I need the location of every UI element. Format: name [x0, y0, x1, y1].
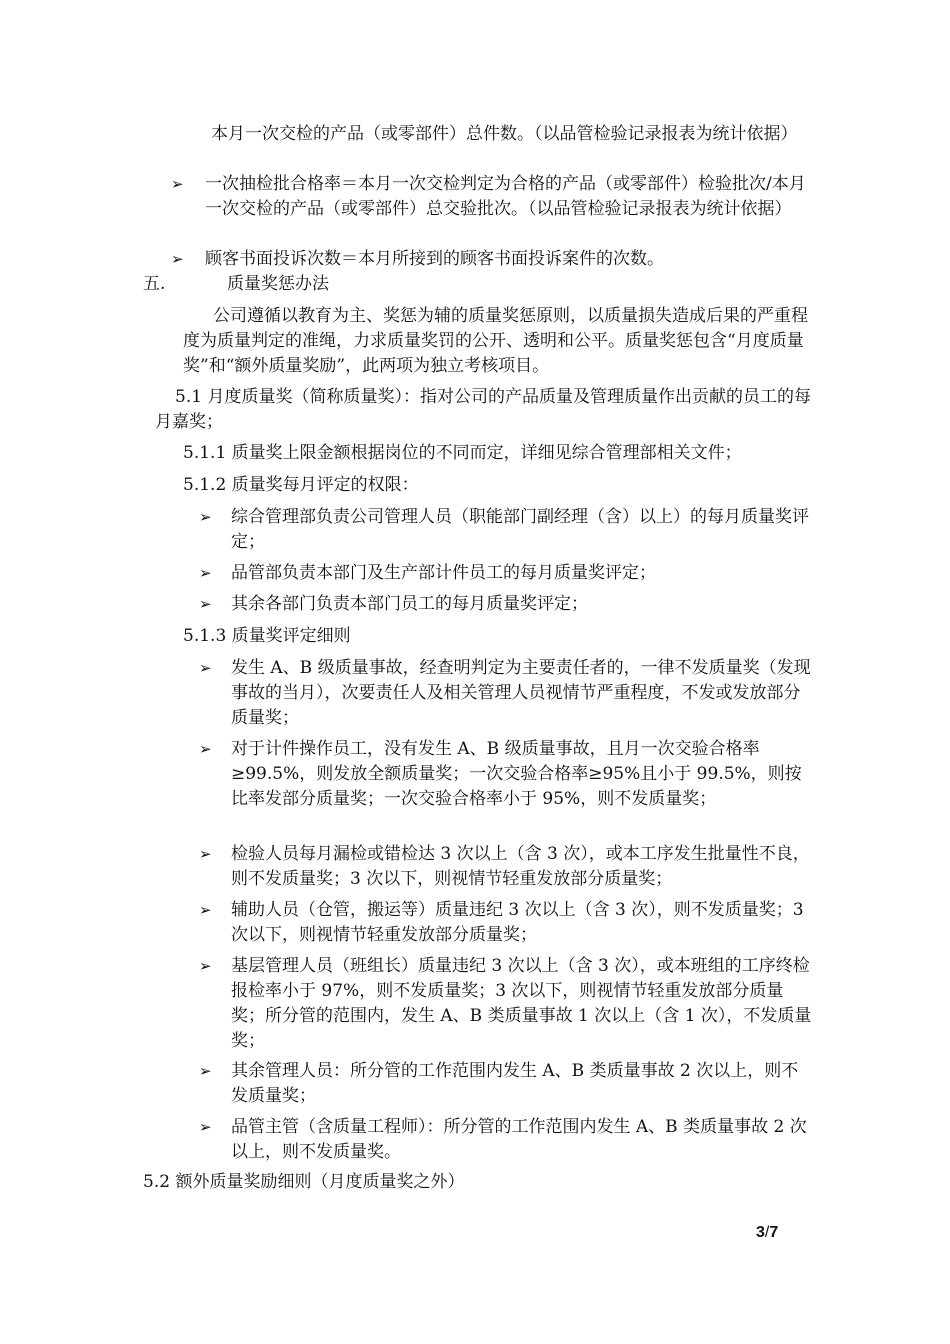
section-intro: 公司遵循以教育为主、奖惩为辅的质量奖惩原则，以质量损失造成后果的严重程度为质量判定的准绳，力求质量奖罚的公开、透明和公平。质量奖惩包含“月度质量奖”和“额外质量奖励”，此两项为独立考核项目。	[183, 306, 808, 376]
bullet-item	[171, 172, 811, 222]
bullet-arrow-icon: ➢	[171, 250, 184, 268]
subsection-5-1: 5.1 月度质量奖（简称质量奖）：指对公司的产品质量及管理质量作出贡献的员工的每月嘉奖；	[155, 387, 811, 432]
bullet-arrow-icon: ➢	[171, 175, 184, 193]
subsection-5-2: 5.2 额外质量奖励细则（月度质量奖之外）	[143, 1172, 465, 1192]
bullet-text: 品管主管（含质量工程师）：所分管的工作范围内发生 A、B 类质量事故 2 次以上，则不发质量奖。	[231, 1117, 807, 1162]
bullet-arrow-icon: ➢	[199, 595, 212, 613]
bullet-text: 检验人员每月漏检或错检达 3 次以上（含 3 次），或本工序发生批量性不良，则不发质量奖；3 次以下，则视情节轻重发放部分质量奖；	[231, 844, 810, 889]
bullet-arrow-icon: ➢	[199, 957, 212, 975]
bullet-item	[199, 898, 814, 948]
continuation-text: 本月一次交检的产品（或零部件）总件数。（以品管检验记录报表为统计依据）	[211, 124, 798, 144]
bullet-item	[199, 656, 814, 731]
page-number	[756, 1224, 778, 1242]
bullet-text: 对于计件操作员工，没有发生 A、B 级质量事故，且月一次交验合格率≥99.5%，则发放全额质量奖；一次交验合格率≥95%且小于 99.5%，则按比率发部分质量奖；一次交验合格率小于 95%，则不发质量奖；	[231, 739, 802, 809]
bullet-item	[199, 592, 814, 617]
bullet-arrow-icon: ➢	[199, 740, 212, 758]
subsection-5-1-2: 5.1.2 质量奖每月评定的权限：	[183, 475, 419, 495]
bullet-text: 发生 A、B 级质量事故，经查明判定为主要责任者的，一律不发质量奖（发现事故的当月），次要责任人及相关管理人员视情节严重程度，不发或发放部分质量奖；	[231, 658, 811, 728]
bullet-arrow-icon: ➢	[199, 845, 212, 863]
bullet-item	[171, 247, 811, 272]
page-separator: /	[764, 1224, 770, 1241]
bullet-text: 品管部负责本部门及生产部计件员工的每月质量奖评定；	[231, 563, 656, 583]
bullet-text: 顾客书面投诉次数＝本月所接到的顾客书面投诉案件的次数。	[205, 249, 664, 269]
section-number: 五.	[143, 274, 166, 294]
bullet-arrow-icon: ➢	[199, 508, 212, 526]
bullet-item	[199, 561, 814, 586]
bullet-arrow-icon: ➢	[199, 659, 212, 677]
bullet-text: 综合管理部负责公司管理人员（职能部门副经理（含）以上）的每月质量奖评定；	[231, 507, 809, 552]
bullet-item	[199, 737, 814, 812]
bullet-text: 一次抽检批合格率＝本月一次交检判定为合格的产品（或零部件）检验批次/本月一次交检的产品（或零部件）总交验批次。（以品管检验记录报表为统计依据）	[205, 174, 806, 219]
page-total: 7	[769, 1224, 779, 1241]
section-heading	[143, 272, 329, 297]
subsection-5-1-3: 5.1.3 质量奖评定细则	[183, 626, 351, 646]
bullet-text: 基层管理人员（班组长）质量违纪 3 次以上（含 3 次），或本班组的工序终检报检率小于 97%，则不发质量奖；3 次以下，则视情节轻重发放部分质量奖；所分管的范围内，发生 A、B 类质量事故 1 次以上（含 1 次），不发质量奖；	[231, 956, 812, 1051]
section-title: 质量奖惩办法	[227, 274, 329, 294]
bullet-arrow-icon: ➢	[199, 1118, 212, 1136]
bullet-item	[199, 842, 814, 892]
bullet-item	[199, 505, 814, 555]
bullet-item	[199, 954, 814, 1054]
subsection-5-1-1: 5.1.1 质量奖上限金额根据岗位的不同而定，详细见综合管理部相关文件；	[183, 443, 742, 463]
bullet-text: 辅助人员（仓管，搬运等）质量违纪 3 次以上（含 3 次），则不发质量奖；3 次以下，则视情节轻重发放部分质量奖；	[231, 900, 804, 945]
bullet-item	[199, 1059, 814, 1109]
bullet-text: 其余各部门负责本部门员工的每月质量奖评定；	[231, 594, 588, 614]
bullet-text: 其余管理人员：所分管的工作范围内发生 A、B 类质量事故 2 次以上，则不发质量奖；	[231, 1061, 799, 1106]
page-current: 3	[756, 1224, 765, 1241]
bullet-item	[199, 1115, 814, 1165]
bullet-arrow-icon: ➢	[199, 901, 212, 919]
bullet-arrow-icon: ➢	[199, 564, 212, 582]
bullet-arrow-icon: ➢	[199, 1062, 212, 1080]
